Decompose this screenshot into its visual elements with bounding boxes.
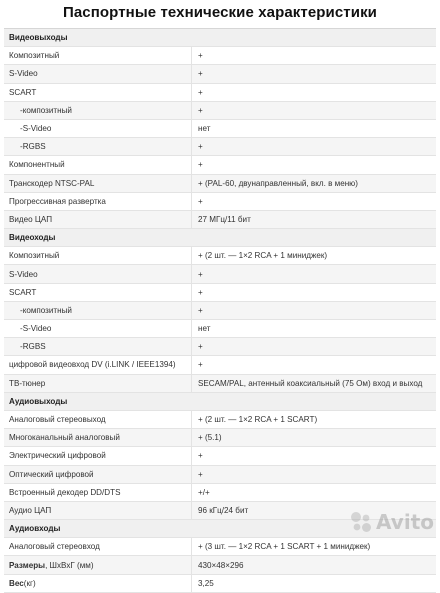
spec-value: + — [198, 69, 203, 79]
spec-value: 3,25 — [198, 578, 214, 588]
spec-value: + — [198, 51, 203, 61]
spec-value: + — [198, 105, 203, 115]
section-title: Видеовыходы — [9, 33, 68, 43]
spec-value: + (PAL-60, двунаправленный, вкл. в меню) — [198, 178, 358, 188]
spec-value: + — [198, 287, 203, 297]
spec-value: + (5.1) — [198, 433, 222, 443]
spec-label: SCART — [4, 284, 192, 301]
spec-value: 27 МГц/11 бит — [198, 214, 251, 224]
spec-label: -S-Video — [4, 120, 192, 137]
spec-label: SCART — [4, 84, 192, 101]
section-title: Аудиовходы — [9, 524, 61, 534]
spec-row — [4, 356, 436, 374]
spec-value: SECAM/PAL, антенный коаксиальный (75 Ом) вход и выход — [198, 378, 423, 388]
spec-value: + — [198, 360, 203, 370]
spec-value: + — [198, 269, 203, 279]
section-header — [4, 29, 436, 47]
spec-row — [4, 284, 436, 302]
spec-label-suffix: , ШхВхГ (мм) — [45, 560, 94, 570]
spec-label: Аналоговый стереовыход — [4, 411, 192, 428]
spec-row — [4, 538, 436, 556]
spec-label: Электрический цифровой — [4, 447, 192, 464]
spec-value: 96 кГц/24 бит — [198, 505, 249, 515]
spec-row — [4, 411, 436, 429]
spec-table — [4, 28, 436, 593]
spec-row — [4, 120, 436, 138]
spec-row — [4, 375, 436, 393]
spec-value: + — [198, 196, 203, 206]
spec-row — [4, 575, 436, 593]
spec-value: + — [198, 451, 203, 461]
spec-row — [4, 556, 436, 574]
spec-row — [4, 429, 436, 447]
spec-label: цифровой видеовход DV (i.LINK / IEEE1394) — [4, 356, 192, 373]
spec-row — [4, 156, 436, 174]
spec-label: -S-Video — [4, 320, 192, 337]
spec-row — [4, 447, 436, 465]
spec-label: Оптический цифровой — [4, 466, 192, 483]
page-title: Паспортные технические характеристики — [62, 4, 378, 21]
spec-value: +/+ — [198, 487, 210, 497]
spec-label: Композитный — [4, 247, 192, 264]
spec-value: + (2 шт. — 1×2 RCA + 1 миниджек) — [198, 251, 328, 261]
spec-value: + — [198, 160, 203, 170]
spec-row — [4, 247, 436, 265]
spec-value: нет — [198, 124, 211, 134]
section-title: Аудиовыходы — [9, 396, 68, 406]
spec-row — [4, 484, 436, 502]
spec-label: Прогрессивная развертка — [4, 193, 192, 210]
spec-value: 430×48×296 — [198, 560, 244, 570]
spec-label: -RGBS — [4, 138, 192, 155]
spec-value: + — [198, 87, 203, 97]
spec-value: + (3 шт. — 1×2 RCA + 1 SCART + 1 миниджек) — [198, 542, 371, 552]
spec-label: Встроенный декодер DD/DTS — [4, 484, 192, 501]
section-title: Видеоходы — [9, 233, 56, 243]
spec-row — [4, 338, 436, 356]
spec-row — [4, 302, 436, 320]
spec-value: + (2 шт. — 1×2 RCA + 1 SCART) — [198, 415, 318, 425]
spec-row — [4, 175, 436, 193]
spec-label: Компонентный — [4, 156, 192, 173]
avito-logo-icon — [349, 510, 373, 534]
spec-value: + — [198, 342, 203, 352]
spec-row — [4, 47, 436, 65]
spec-label: Аудио ЦАП — [4, 502, 192, 519]
spec-row — [4, 65, 436, 83]
spec-label: Транскодер NTSC-PAL — [4, 175, 192, 192]
spec-label: Многоканальный аналоговый — [4, 429, 192, 446]
spec-label-bold: Вес — [9, 578, 24, 588]
spec-row — [4, 138, 436, 156]
spec-value: нет — [198, 324, 211, 334]
spec-value: + — [198, 469, 203, 479]
spec-row — [4, 466, 436, 484]
spec-value: + — [198, 142, 203, 152]
spec-label: -композитный — [4, 102, 192, 119]
spec-label: Композитный — [4, 47, 192, 64]
avito-watermark — [349, 510, 434, 534]
spec-value: + — [198, 305, 203, 315]
spec-label: -композитный — [4, 302, 192, 319]
spec-row — [4, 102, 436, 120]
spec-label: Аналоговый стереовход — [4, 538, 192, 555]
spec-row — [4, 320, 436, 338]
spec-label: ТВ-тюнер — [4, 375, 192, 392]
spec-row — [4, 193, 436, 211]
spec-label-bold: Размеры — [9, 560, 46, 570]
section-header — [4, 229, 436, 247]
spec-label-suffix: (кг) — [23, 578, 36, 588]
avito-watermark-text: Avito — [376, 510, 434, 534]
section-header — [4, 393, 436, 411]
spec-label: S-Video — [4, 65, 192, 82]
spec-row — [4, 84, 436, 102]
spec-row — [4, 211, 436, 229]
spec-row — [4, 265, 436, 283]
spec-label: S-Video — [4, 265, 192, 282]
spec-label — [4, 556, 192, 573]
spec-label: Видео ЦАП — [4, 211, 192, 228]
spec-label — [4, 575, 192, 592]
spec-label: -RGBS — [4, 338, 192, 355]
